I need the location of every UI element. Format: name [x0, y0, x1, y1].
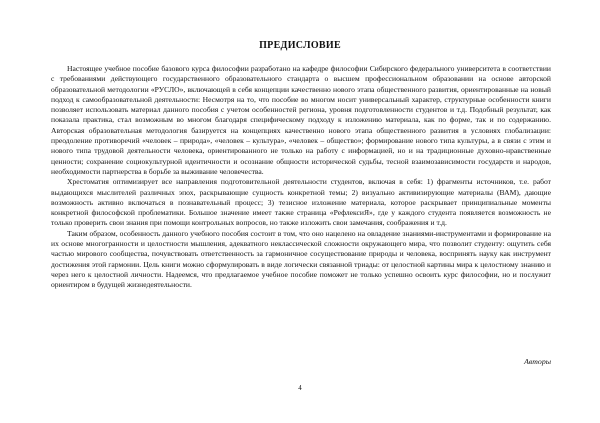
paragraph-intro: Настоящее учебное пособие базового курса философии разработано на кафедре философии Сибирского федерального университета в соответствии с требованиями действующего государственного образовательного стандарта о высшем профессиональном образовании на основе авторской образовательной методологии «РУСЛО», включающей в себя концепции качественно нового этапа общественного развития, ориентированные на новый подход к самообразовательной деятельности: Несмотря на то, что пособие во многом носит универсальный характер, структурные особенности книги позволяет использовать материал данного пособия с учетом особенностей региона, уровня подготовленности студентов и т.д. Подобный результат, как показала практика, стал возможным во многом благодаря специфическому подходу к изложению материала, как по форме, так и по содержанию. Авторская образовательная методология базируется на концепциях качественно нового этапа общественного развития в условиях глобализации: преодоление противоречий «человек – природа», «человек – культура», «человек – общество»; формирование нового типа культуры, а в связи с этим и нового типа трудовой деятельности человека, ориентированного не только на работу с информацией, но и на традиционные духовно-нравственные ценности; сохранение социокультурной идентичности и осознание общности исторической судьбы, тесной взаимозависимости государств и народов, необходимости партнерства в борьбе за выживание человечества. [51, 64, 551, 176]
paragraph-anthology: Хрестоматия оптимизирует все направления подготовительной деятельности студентов, включая в себя: 1) фрагменты источников, т.е. работ выдающихся мыслителей различных эпох, раскрывающие сущность конкретной темы; 2) визуально активизирующие материалы (ВАМ), дающие возможность активно включаться в познавательный процесс; 3) тезисное изложение материала, которое раскрывает принципиальные моменты конкретной философской проблематики. Большое значение имеет также страница «РефлексиЯ», где у каждого студента появляется возможность не только проверить свои знания при помощи контрольных вопросов, но также изложить свои замечания, соображения и т.д. [51, 177, 551, 228]
authors-signature: Авторы [524, 357, 551, 366]
body-text [51, 64, 551, 291]
page-number: 4 [298, 384, 302, 392]
page-title: ПРЕДИСЛОВИЕ [259, 40, 341, 51]
paragraph-conclusion: Таким образом, особенность данного учебного пособия состоит в том, что оно нацелено на овладение знаниями-инструментами и формирование на их основе многогранности и целостности мышления, адекватного неклассической сложности окружающего мира, что позволит студенту: ощутить себя частью мирового сообщества, почувствовать ответственность за гармоничное сосуществование природы и человека, воспринять науку как инструмент достижения этой гармонии. Цель книги можно сформулировать в виде логически связанной триады: от целостной картины мира к целостному знанию и через него к целостной личности. Надеемся, что предлагаемое учебное пособие поможет не только успешно освоить курс философии, но и послужит ориентиром в будущей жизнедеятельности. [51, 228, 551, 290]
